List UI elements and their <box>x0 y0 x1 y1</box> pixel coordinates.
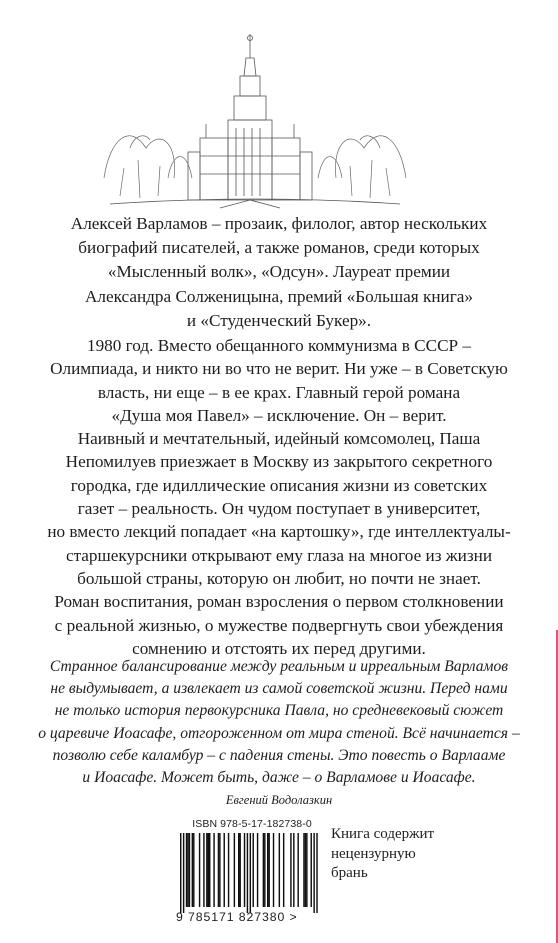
author-bio-line: «Мысленный волк», «Одсун». Лауреат премии <box>107 262 451 282</box>
barcode-bar <box>303 833 304 907</box>
barcode-bar <box>279 833 280 907</box>
author-bio-line: Александра Солженицына, премий «Большая книга» <box>84 286 474 306</box>
barcode-digits: 9 785171 827380 > <box>176 910 298 924</box>
barcode-bars <box>170 833 322 913</box>
barcode-bar <box>183 833 184 913</box>
barcode-bar <box>189 833 190 907</box>
quote-line: Странное балансирование между реальным и ирреальным Варламов <box>49 658 509 675</box>
barcode-bar <box>208 833 209 907</box>
barcode-bar <box>224 833 225 907</box>
barcode-bar <box>257 833 258 907</box>
warning-line: брань <box>331 865 368 881</box>
synopsis-line: Олимпиада, и никто ни во что не верит. Ни уже – в Советскую <box>50 359 508 379</box>
university-building-illustration <box>100 28 410 210</box>
warning-line: Книга содержит <box>331 826 435 842</box>
barcode-bar <box>253 833 254 907</box>
author-bio-line: Алексей Варламов – прозаик, филолог, автор нескольких <box>70 214 488 233</box>
barcode-bar <box>305 833 306 907</box>
barcode-bar <box>193 833 194 907</box>
barcode-bar <box>267 833 268 907</box>
book-synopsis <box>0 334 558 660</box>
barcode-bar <box>290 833 291 907</box>
barcode-bar <box>206 833 207 907</box>
synopsis-line: 1980 год. Вместо обещанного коммунизма в СССР – <box>86 336 471 355</box>
barcode-bar <box>313 833 314 913</box>
content-warning <box>331 825 471 884</box>
barcode-bar <box>268 833 269 907</box>
barcode-bar <box>273 833 274 907</box>
synopsis-line: большой страны, которую он любит, но почти не знает. <box>77 568 481 588</box>
quote-author: Евгений Водолазкин <box>225 793 333 808</box>
barcode-bar <box>219 833 220 907</box>
synopsis-line: Непомилуев приезжает в Москву из закрытого секретного <box>65 452 493 472</box>
synopsis-line: с реальной жизнью, о мужестве подвергнуть свои убеждения <box>54 615 504 635</box>
barcode-bar <box>192 833 193 907</box>
synopsis-line: власть, ни еще – в ее крах. Главный герой романа <box>97 382 461 402</box>
barcode-bar <box>263 833 264 907</box>
barcode-bar <box>247 833 248 913</box>
quote-line: и Иоасафе. Может быть, даже – о Варламове и Иоасафе. <box>82 769 476 787</box>
barcode-bar <box>203 833 204 907</box>
synopsis-line: Наивный и мечтательный, идейный комсомолец, Паша <box>77 429 481 449</box>
barcode-bar <box>238 833 239 907</box>
barcode-bar <box>187 833 188 907</box>
isbn-barcode <box>170 818 322 930</box>
synopsis-line: старшекурсники открывают ему глаза на многое из жизни <box>65 545 493 565</box>
barcode-bar <box>209 833 210 907</box>
author-bio-line: и «Студенческий Букер». <box>186 310 372 330</box>
barcode-bar <box>293 833 294 907</box>
quote-line: о царевиче Иоасафе, отгороженном от мира стеной. Всё начинается – <box>38 724 520 742</box>
isbn-label: ISBN 978-5-17-182738-0 <box>192 818 312 830</box>
synopsis-line: газет – реальность. Он чудом поступает в университет, <box>77 499 481 519</box>
author-bio <box>0 212 558 333</box>
barcode-bar <box>186 833 187 907</box>
barcode-bar <box>306 833 307 907</box>
barcode-bar <box>228 833 229 907</box>
quote-line: не только история первокурсника Павла, но средневековый сюжет <box>54 702 504 720</box>
barcode-bar <box>239 833 240 907</box>
barcode-bar <box>234 833 235 907</box>
barcode-bar <box>218 833 219 907</box>
barcode-bar <box>250 833 251 913</box>
synopsis-line: сомнению и отстоять их перед другими. <box>132 638 426 658</box>
quote-line: не выдумывает, а извлекает из самой советской жизни. Перед нами <box>50 680 508 698</box>
critic-quote <box>0 656 558 809</box>
barcode-bar <box>283 833 284 907</box>
barcode-bar <box>244 833 245 907</box>
author-bio-line: биографий писателей, а также романов, среди которых <box>78 238 480 258</box>
quote-line: позволю себе каламбур – с падения стены. Это повесть о Варлааме <box>52 746 506 764</box>
barcode-bar <box>199 833 200 907</box>
barcode-bar <box>311 833 312 907</box>
synopsis-line: «Душа моя Павел» – исключение. Он – верит. <box>111 405 447 425</box>
barcode-bar <box>316 833 317 913</box>
warning-line: нецензурную <box>331 845 416 862</box>
barcode-bar <box>213 833 214 907</box>
synopsis-line: но вместо лекций попадает «на картошку», где интеллектуалы- <box>47 522 511 542</box>
barcode-bar <box>297 833 298 907</box>
synopsis-line: городка, где идиллические описания жизни из советских <box>70 475 488 495</box>
barcode-bar <box>264 833 265 907</box>
barcode-bar <box>180 833 181 913</box>
synopsis-line: Роман воспитания, роман взросления о первом столкновении <box>54 592 504 612</box>
